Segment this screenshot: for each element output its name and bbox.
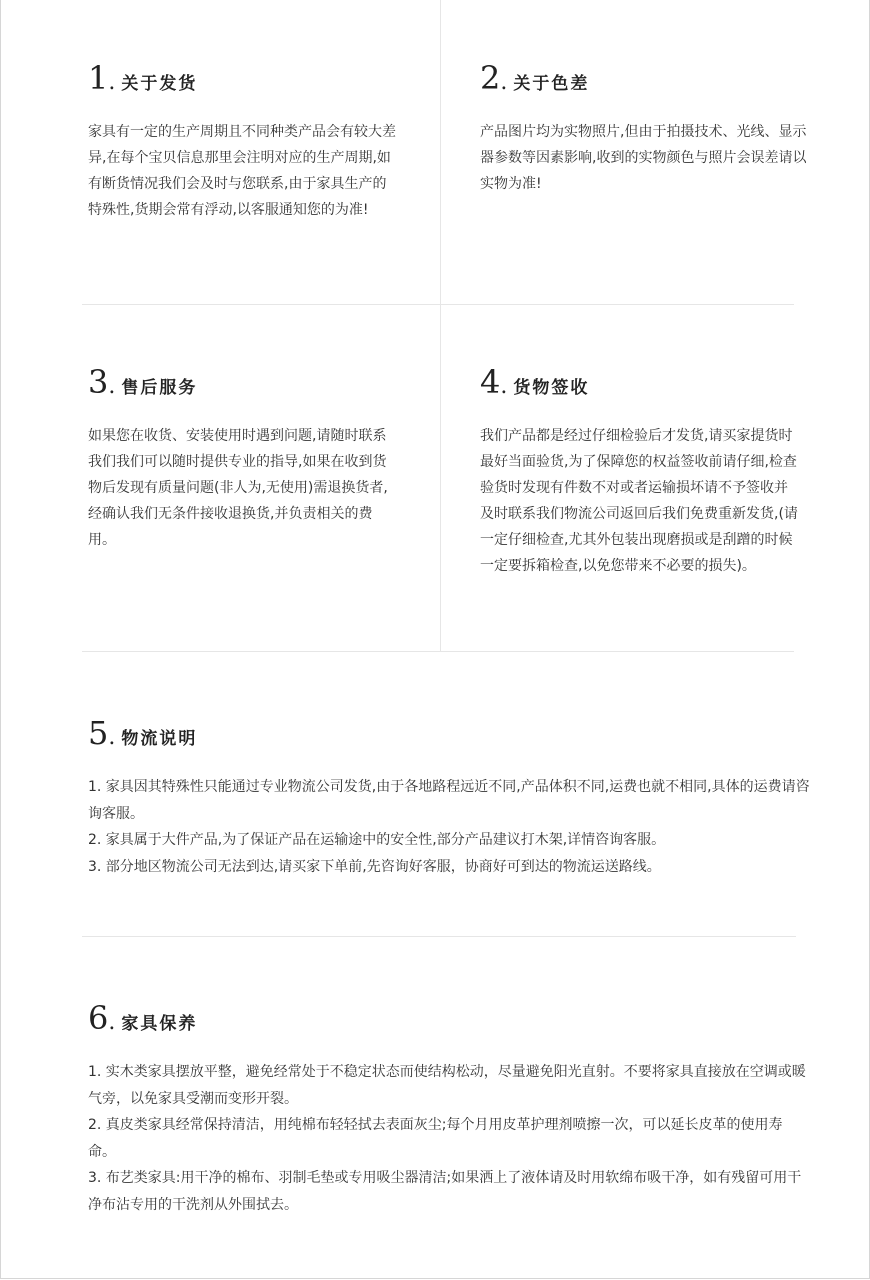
list-item: 1. 家具因其特殊性只能通过专业物流公司发货,由于各地路程远近不同,产品体积不同,运费也就不相同,具体的运费请咨询客服。 xyxy=(88,779,810,822)
section-body: 家具有一定的生产周期且不同种类产品会有较大差异,在每个宝贝信息那里会注明对应的生产周期,如有断货情况我们会及时与您联系,由于家具生产的特殊性,货期会常有浮动,以客服通知您的为准! xyxy=(88,124,396,218)
list-item: 2. 真皮类家具经常保持清洁，用纯棉布轻轻拭去表面灰尘;每个月用皮革护理剂喷擦一次，可以延长皮革的使用寿命。 xyxy=(88,1117,783,1160)
section-heading xyxy=(480,60,812,101)
section-heading xyxy=(88,364,400,405)
row-divider-1 xyxy=(82,304,794,305)
section-number-dot: . xyxy=(108,70,116,95)
column-divider-top xyxy=(440,0,441,304)
row-divider-3 xyxy=(82,936,796,937)
section-title: 物流说明 xyxy=(121,729,198,749)
section-body: 我们产品都是经过仔细检验后才发货,请买家提货时最好当面验货,为了保障您的权益签收前请仔细,检查验货时发现有件数不对或者运输损坏请不予签收并及时联系我们物流公司返回后我们免费重新发货,(请一定仔细检查,尤其外包装出现磨损或是刮蹭的时候一定要拆箱检查,以免您带来不必要的损失)。 xyxy=(480,428,798,574)
section-number: 3 xyxy=(88,363,109,401)
section-number: 1 xyxy=(88,59,109,97)
list-item: 3. 布艺类家具:用干净的棉布、羽制毛垫或专用吸尘器清洁;如果洒上了液体请及时用软绵布吸干净，如有残留可用干净布沾专用的干洗剂从外围拭去。 xyxy=(88,1170,802,1213)
section-after-sales xyxy=(88,364,400,553)
section-number-dot: . xyxy=(108,1010,116,1035)
list-item: 2. 家具属于大件产品,为了保证产品在运输途中的安全性,部分产品建议打木架,详情咨询客服。 xyxy=(88,832,666,848)
section-heading xyxy=(480,364,800,405)
section-heading xyxy=(88,1000,810,1041)
section-title: 货物签收 xyxy=(513,378,590,398)
section-furniture-care xyxy=(88,1000,810,1218)
section-logistics xyxy=(88,715,810,880)
section-shipping xyxy=(88,60,400,223)
section-body: 产品图片均为实物照片,但由于拍摄技术、光线、显示器参数等因素影响,收到的实物颜色与照片会误差请以实物为准! xyxy=(480,124,807,192)
section-number: 5 xyxy=(88,714,109,752)
section-number: 4 xyxy=(480,363,501,401)
section-title: 关于发货 xyxy=(121,74,198,94)
column-divider-middle xyxy=(440,305,441,651)
section-heading xyxy=(88,715,810,756)
logistics-list xyxy=(88,774,810,880)
section-number-dot: . xyxy=(500,70,508,95)
section-title: 关于色差 xyxy=(513,74,590,94)
section-delivery-signoff xyxy=(480,364,800,579)
list-item: 3. 部分地区物流公司无法到达,请买家下单前,先咨询好客服，协商好可到达的物流运送路线。 xyxy=(88,858,661,875)
section-heading xyxy=(88,60,400,101)
section-color-difference xyxy=(480,60,812,197)
section-title: 家具保养 xyxy=(121,1014,198,1034)
section-title: 售后服务 xyxy=(121,378,198,398)
section-number-dot: . xyxy=(108,374,116,399)
row-divider-2 xyxy=(82,651,794,652)
section-body: 如果您在收货、安装使用时遇到问题,请随时联系我们我们可以随时提供专业的指导,如果在收到货物后发现有质量问题(非人为,无使用)需退换货者,经确认我们无条件接收退换货,并负责相关的费用。 xyxy=(88,428,388,548)
section-number-dot: . xyxy=(108,725,116,750)
care-list xyxy=(88,1059,810,1218)
list-item: 1. 实木类家具摆放平整，避免经常处于不稳定状态而使结构松动，尽量避免阳光直射。不要将家具直接放在空调或暖气旁，以免家具受潮而变形开裂。 xyxy=(88,1064,806,1107)
section-number: 6 xyxy=(88,999,109,1037)
section-number-dot: . xyxy=(500,374,508,399)
section-number: 2 xyxy=(480,59,501,97)
